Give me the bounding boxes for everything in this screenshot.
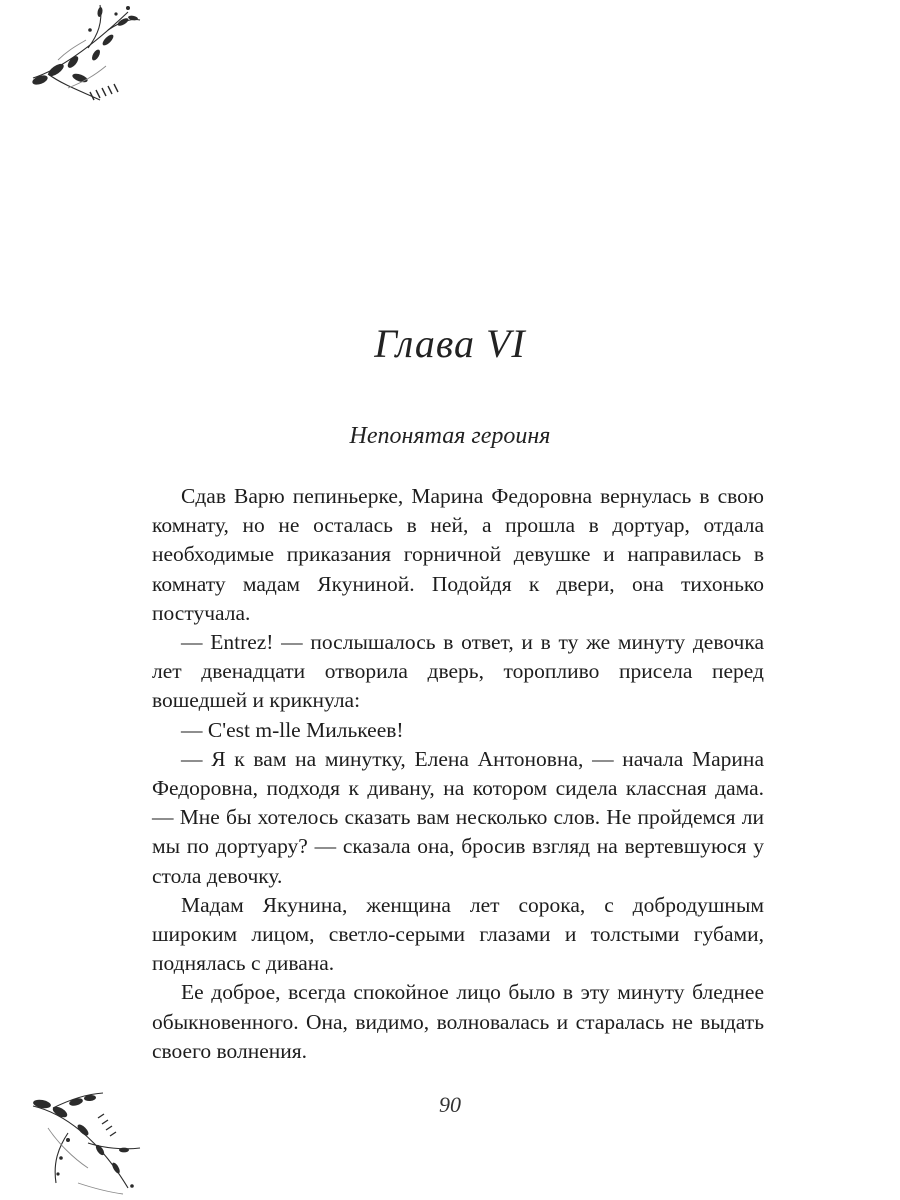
paragraph: — C'est m-lle Милькеев! (181, 717, 404, 742)
paragraph: Сдав Варю пепиньерке, Марина Федоровна вернулась в свою комнату, но не осталась в ней, а прошла в дортуар, отдала необходимые приказания горничной девушке и направилась в комнату мадам Якуниной. Подойдя к двери, она тихонько постучала. (152, 484, 764, 625)
page-number: 90 (439, 1092, 461, 1117)
floral-ornament-bottom-icon (28, 1088, 143, 1200)
paragraph: — Entrez! — послышалось в ответ, и в ту же минуту девочка лет двенадцати отворила дверь, торопливо присела перед вошедшей и крикнула: (152, 630, 764, 713)
chapter-title: Глава VI (374, 321, 526, 366)
floral-ornament-top-icon (28, 0, 143, 110)
paragraph: — Я к вам на минутку, Елена Антоновна, — начала Марина Федоровна, подходя к дивану, на котором сидела классная дама. — Мне бы хотелось сказать вам несколько слов. Не пройдемся ли мы по дортуару? — сказала она, бросив взгляд на вертевшуюся у стола девочку. (152, 746, 764, 888)
paragraph: Ее доброе, всегда спокойное лицо было в эту минуту бледнее обыкновенного. Она, видимо, волновалась и старалась не выдать своего волнения. (152, 980, 764, 1063)
chapter-subtitle: Непонятая героиня (349, 423, 551, 449)
chapter-body (152, 482, 764, 1066)
paragraph: Мадам Якунина, женщина лет сорока, с добродушным широким лицом, светло-серыми глазами и толстыми губами, поднялась с дивана. (152, 892, 764, 976)
